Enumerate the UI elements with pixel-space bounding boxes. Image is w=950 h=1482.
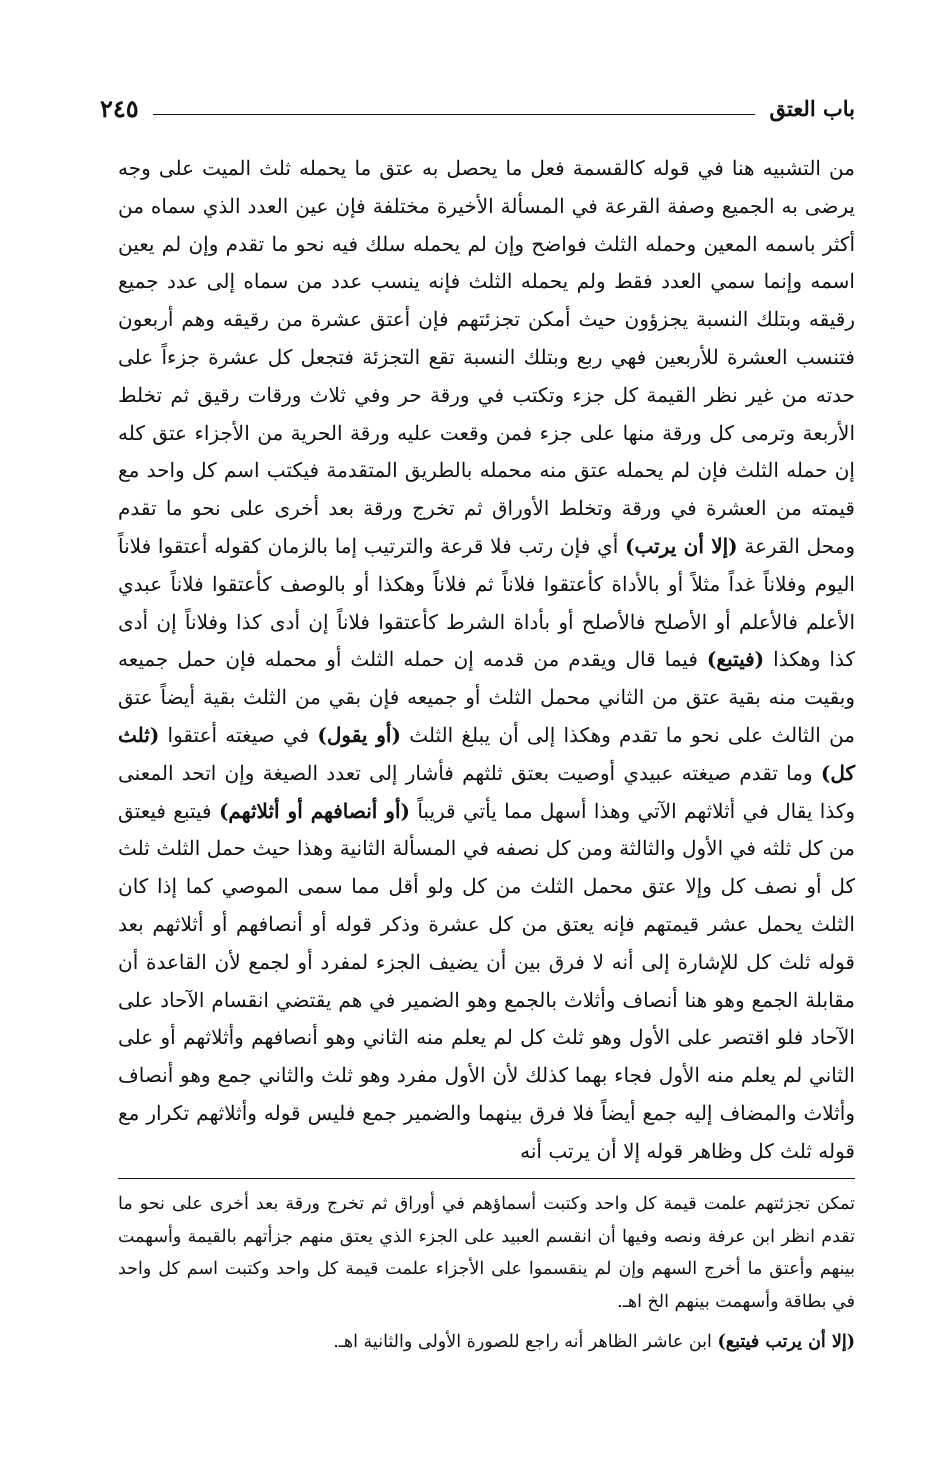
chapter-title: باب العتق — [769, 95, 855, 121]
quoted-matn: (ثلث كل) — [118, 722, 856, 785]
footnote-1: تمكن تجزئتهم علمت قيمة كل واحد وكتبت أسماؤهم في أوراق ثم تخرج ورقة بعد أخرى على نحو ما تقدم انظر ابن عرفة ونصه وفيها أن انقسم العبيد على الجزء الذي يعتق منهم جزأتهم بالقيمة وأسهمت بينهم وأعتق ما أخرج السهم وإن لم ينقسموا على الأجزاء علمت قيمة كل واحد وكتبت اسم كل واحد في بطاقة وأسهمت بينهم الخ اهـ. — [118, 1194, 855, 1312]
footnotes — [118, 1188, 855, 1359]
quoted-matn: (إلا أن يرتب) — [625, 533, 738, 558]
quoted-matn: (أو يقول) — [317, 722, 401, 747]
footnote-2 — [118, 1326, 855, 1359]
quoted-matn: (فيتبع) — [706, 647, 765, 672]
page-header — [100, 88, 855, 128]
footnote-divider — [118, 1178, 855, 1179]
quoted-matn: (أو أنصافهم أو أثلاثهم) — [218, 798, 410, 823]
page-number: ٢٤٥ — [100, 93, 139, 123]
footnote-quote: (إلا أن يرتب فيتبع) — [717, 1332, 855, 1352]
text-segment: أي فإن رتب فلا قرعة والترتيب إما بالزمان كقوله أعتقوا فلاناً اليوم وفلاناً غداً مثلاً أو بالأداة كأعتقوا فلاناً ثم فلاناً وهكذا أو بالوصف كأعتقوا فلاناً عبدي الأعلم فالأعلم أو الأصلح فالأصلح أو بأداة الشرط كأعتقوا فلاناً إن أدى كذا وفلاناً إن أدى كذا وهكذا — [118, 533, 856, 672]
text-segment: فيما قال ويقدم من قدمه إن حمله الثلث أو محمله فإن حمل جميعه وبقيت منه بقية عتق من الثاني محمل الثلث أو جميعه فإن بقي من الثلث بقية أيضاً عتق من الثالث على نحو ما تقدم وهكذا إلى أن يبلغ الثلث — [118, 647, 856, 747]
text-segment: من التشبيه هنا في قوله كالقسمة فعل ما يحصل به عتق ما يحمله ثلث الميت على وجه يرضى به الجميع وصفة القرعة في المسألة الأخيرة مختلفة فإن عين العدد الذي سماه من أكثر باسمه المعين وحمله الثلث فواضح وإن لم يحمله سلك فيه نحو ما تقدم وإن لم يعين اسمه وإنما سمي العدد فقط ولم يحمله الثلث فإنه ينسب عدد من سماه إلى عدد جميع رقيقه وبتلك النسبة يجزؤون حيث أمكن تجزئتهم فإن أعتق عشرة من رقيقه وهم أربعون فتنسب العشرة للأربعين فهي ربع وبتلك النسبة تقع التجزئة فتجعل كل عشرة جزءاً على حدته من غير نظر القيمة كل جزء وتكتب في ورقة حر وفي ثلاث ورقات رقيق ثم تخلط الأربعة وترمى كل ورقة منها على جزء فمن وقعت عليه ورقة الحرية من الأجزاء عتق كله إن حمله الثلث فإن لم يحمله عتق منه محمله بالطريق المتقدمة فيكتب اسم كل واحد مع قيمته من العشرة في ورقة وتخلط الأوراق ثم تخرج ورقة بعد أخرى على نحو ما تقدم ومحل القرعة — [118, 156, 856, 558]
text-segment: وما تقدم صيغته عبيدي أوصيت بعتق ثلثهم فأشار إلى تعدد الصيغة وإن اتحد المعنى وكذا يقال في أثلاثهم الآتي وهذا أسهل مما يأتي قريباً — [118, 760, 856, 823]
text-segment: في صيغته أعتقوا — [167, 722, 310, 747]
main-paragraph — [118, 150, 855, 1171]
text-segment: فيتبع فيعتق من كل ثلثه في الأول والثالثة ومن كل نصفه في المسألة الثانية وهذا حيث حمل الثلث ثلث كل أو نصف كل وإلا عتق محمل الثلث من كل ولو أقل مما سمى الموصي كما إذا كان الثلث يحمل عشر قيمتهم فإنه يعتق من كل عشرة وذكر قوله أو أنصافهم أو أثلاثهم بعد قوله ثلث كل للإشارة إلى أنه لا فرق بين أن يضيف الجزء لمفرد أو لجمع لأن القاعدة أن مقابلة الجمع وهو هنا أنصاف وأثلاث بالجمع وهو الضمير في هم يقتضي انقسام الآحاد على الآحاد فلو اقتصر على الأول وهو ثلث كل لم يعلم منه الثاني وهو أنصافهم وأثلاثهم أو على الثاني لم يعلم منه الأول فجاء بهما كذلك لأن الأول مفرد وهو ثلث والثاني جمع وهو أنصاف وأثلاث والمضاف إليه جمع أيضاً فلا فرق بينهما والضمير جمع فليس قوله وأثلاثهم تكرار مع قوله ثلث كل وظاهر قوله إلا أن يرتب أنه — [118, 798, 855, 1163]
footnote-text: ابن عاشر الظاهر أنه راجع للصورة الأولى والثانية اهـ. — [333, 1332, 712, 1352]
header-rule — [153, 114, 756, 115]
main-text — [118, 150, 855, 1171]
